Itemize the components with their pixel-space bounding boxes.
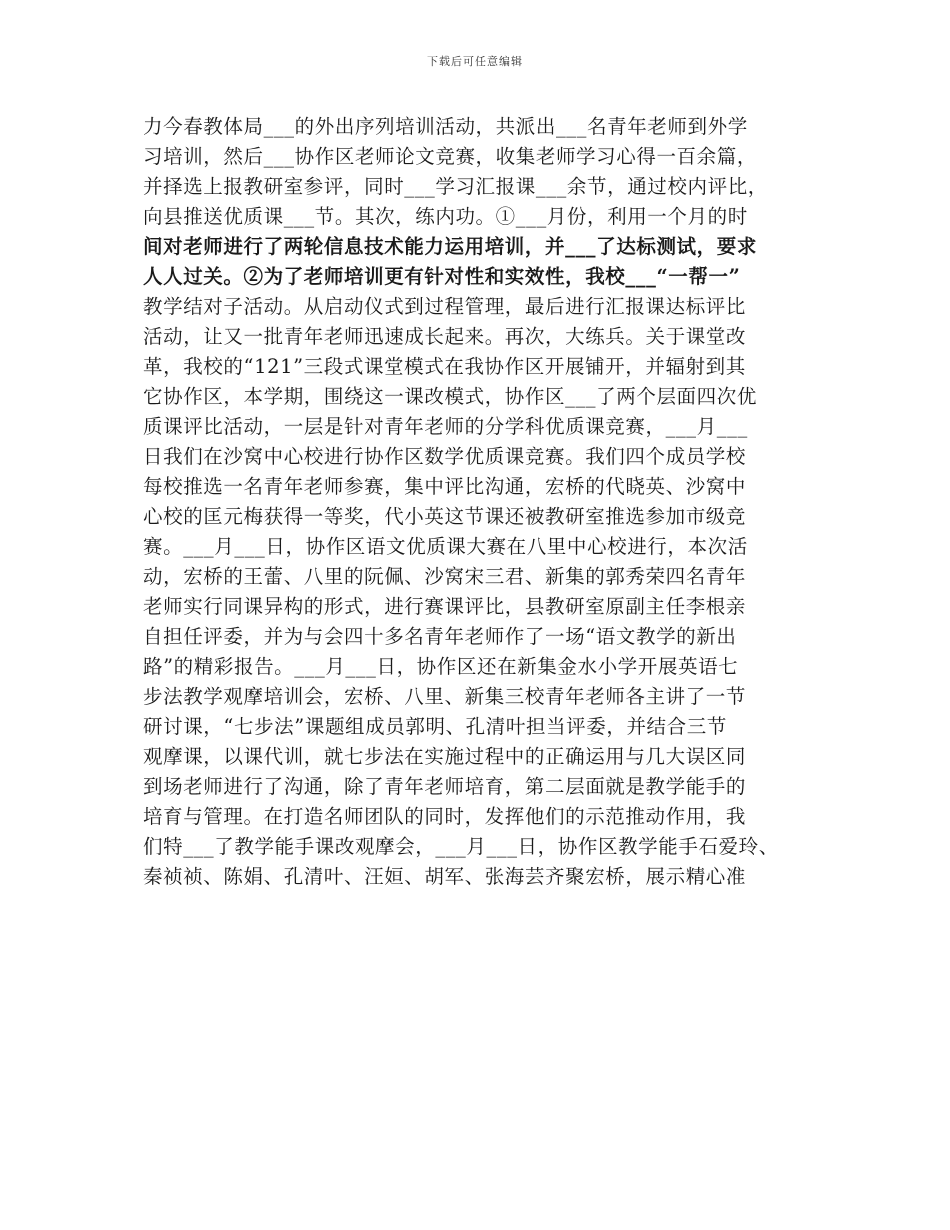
text-line: 活动，让又一批青年老师迅速成长起来。再次，大练兵。关于课堂改 bbox=[143, 325, 747, 348]
text-line: 观摩课，以课代训，就七步法在实施过程中的正确运用与几大误区同 bbox=[143, 745, 747, 768]
text-line: 习培训，然后___协作区老师论文竞赛，收集老师学习心得一百余篇， bbox=[143, 145, 757, 168]
text-line: 培育与管理。在打造名师团队的同时，发挥他们的示范推动作用，我 bbox=[143, 805, 747, 828]
text-line: 自担任评委，并为与会四十多名青年老师作了一场“语文教学的新出 bbox=[143, 625, 737, 648]
text-line: 动，宏桥的王蕾、八里的阮佩、沙窝宋三君、新集的郭秀荣四名青年 bbox=[143, 565, 747, 588]
text-line: 日我们在沙窝中心校进行协作区数学优质课竞赛。我们四个成员学校 bbox=[143, 445, 747, 468]
text-line: 并择选上报教研室参评，同时___学习汇报课___余节，通过校内评比， bbox=[143, 175, 768, 198]
text-line: 每校推选一名青年老师参赛，集中评比沟通，宏桥的代晓英、沙窝中 bbox=[143, 475, 747, 498]
page-header-note: 下载后可任意编辑 bbox=[427, 55, 523, 68]
text-line: 教学结对子活动。从启动仪式到过程管理，最后进行汇报课达标评比 bbox=[143, 295, 747, 318]
text-line: 质课评比活动，一层是针对青年老师的分学科优质课竞赛，___月___ bbox=[143, 415, 748, 438]
text-line: 研讨课，“七步法”课题组成员郭明、孔清叶担当评委，并结合三节 bbox=[143, 715, 727, 738]
text-line: 赛。___月___日，协作区语文优质课大赛在八里中心校进行，本次活 bbox=[143, 535, 748, 558]
text-line: 秦祯祯、陈娟、孔清叶、汪姮、胡军、张海芸齐聚宏桥，展示精心准 bbox=[143, 865, 747, 888]
text-line: 到场老师进行了沟通，除了青年老师培育，第二层面就是教学能手的 bbox=[143, 775, 747, 798]
text-line: 革，我校的“121”三段式课堂模式在我协作区开展铺开，并辐射到其 bbox=[143, 355, 746, 378]
text-line: 老师实行同课异构的形式，进行赛课评比，县教研室原副主任李根亲 bbox=[143, 595, 747, 618]
text-line: 路”的精彩报告。___月___日，协作区还在新集金水小学开展英语七 bbox=[143, 655, 739, 678]
text-line: 步法教学观摩培训会，宏桥、八里、新集三校青年老师各主讲了一节 bbox=[143, 685, 747, 708]
text-line: 们特___了教学能手课改观摩会，___月___日，协作区教学能手石爱玲、 bbox=[143, 835, 779, 858]
text-line: 它协作区，本学期，围绕这一课改模式，协作区___了两个层面四次优 bbox=[143, 385, 757, 408]
text-line: 向县推送优质课___节。其次，练内功。①___月份，利用一个月的时 bbox=[143, 205, 748, 228]
text-line: 心校的匡元梅获得一等奖，代小英这节课还被教研室推选参加市级竞 bbox=[143, 505, 747, 528]
text-line: 力今春教体局___的外出序列培训活动，共派出___名青年老师到外学 bbox=[143, 115, 748, 138]
document-body bbox=[143, 112, 833, 892]
text-line: 人人过关。②为了老师培训更有针对性和实效性，我校___“一帮一” bbox=[143, 265, 741, 288]
text-line: 间对老师进行了两轮信息技术能力运用培训，并___了达标测试，要求 bbox=[143, 235, 757, 258]
